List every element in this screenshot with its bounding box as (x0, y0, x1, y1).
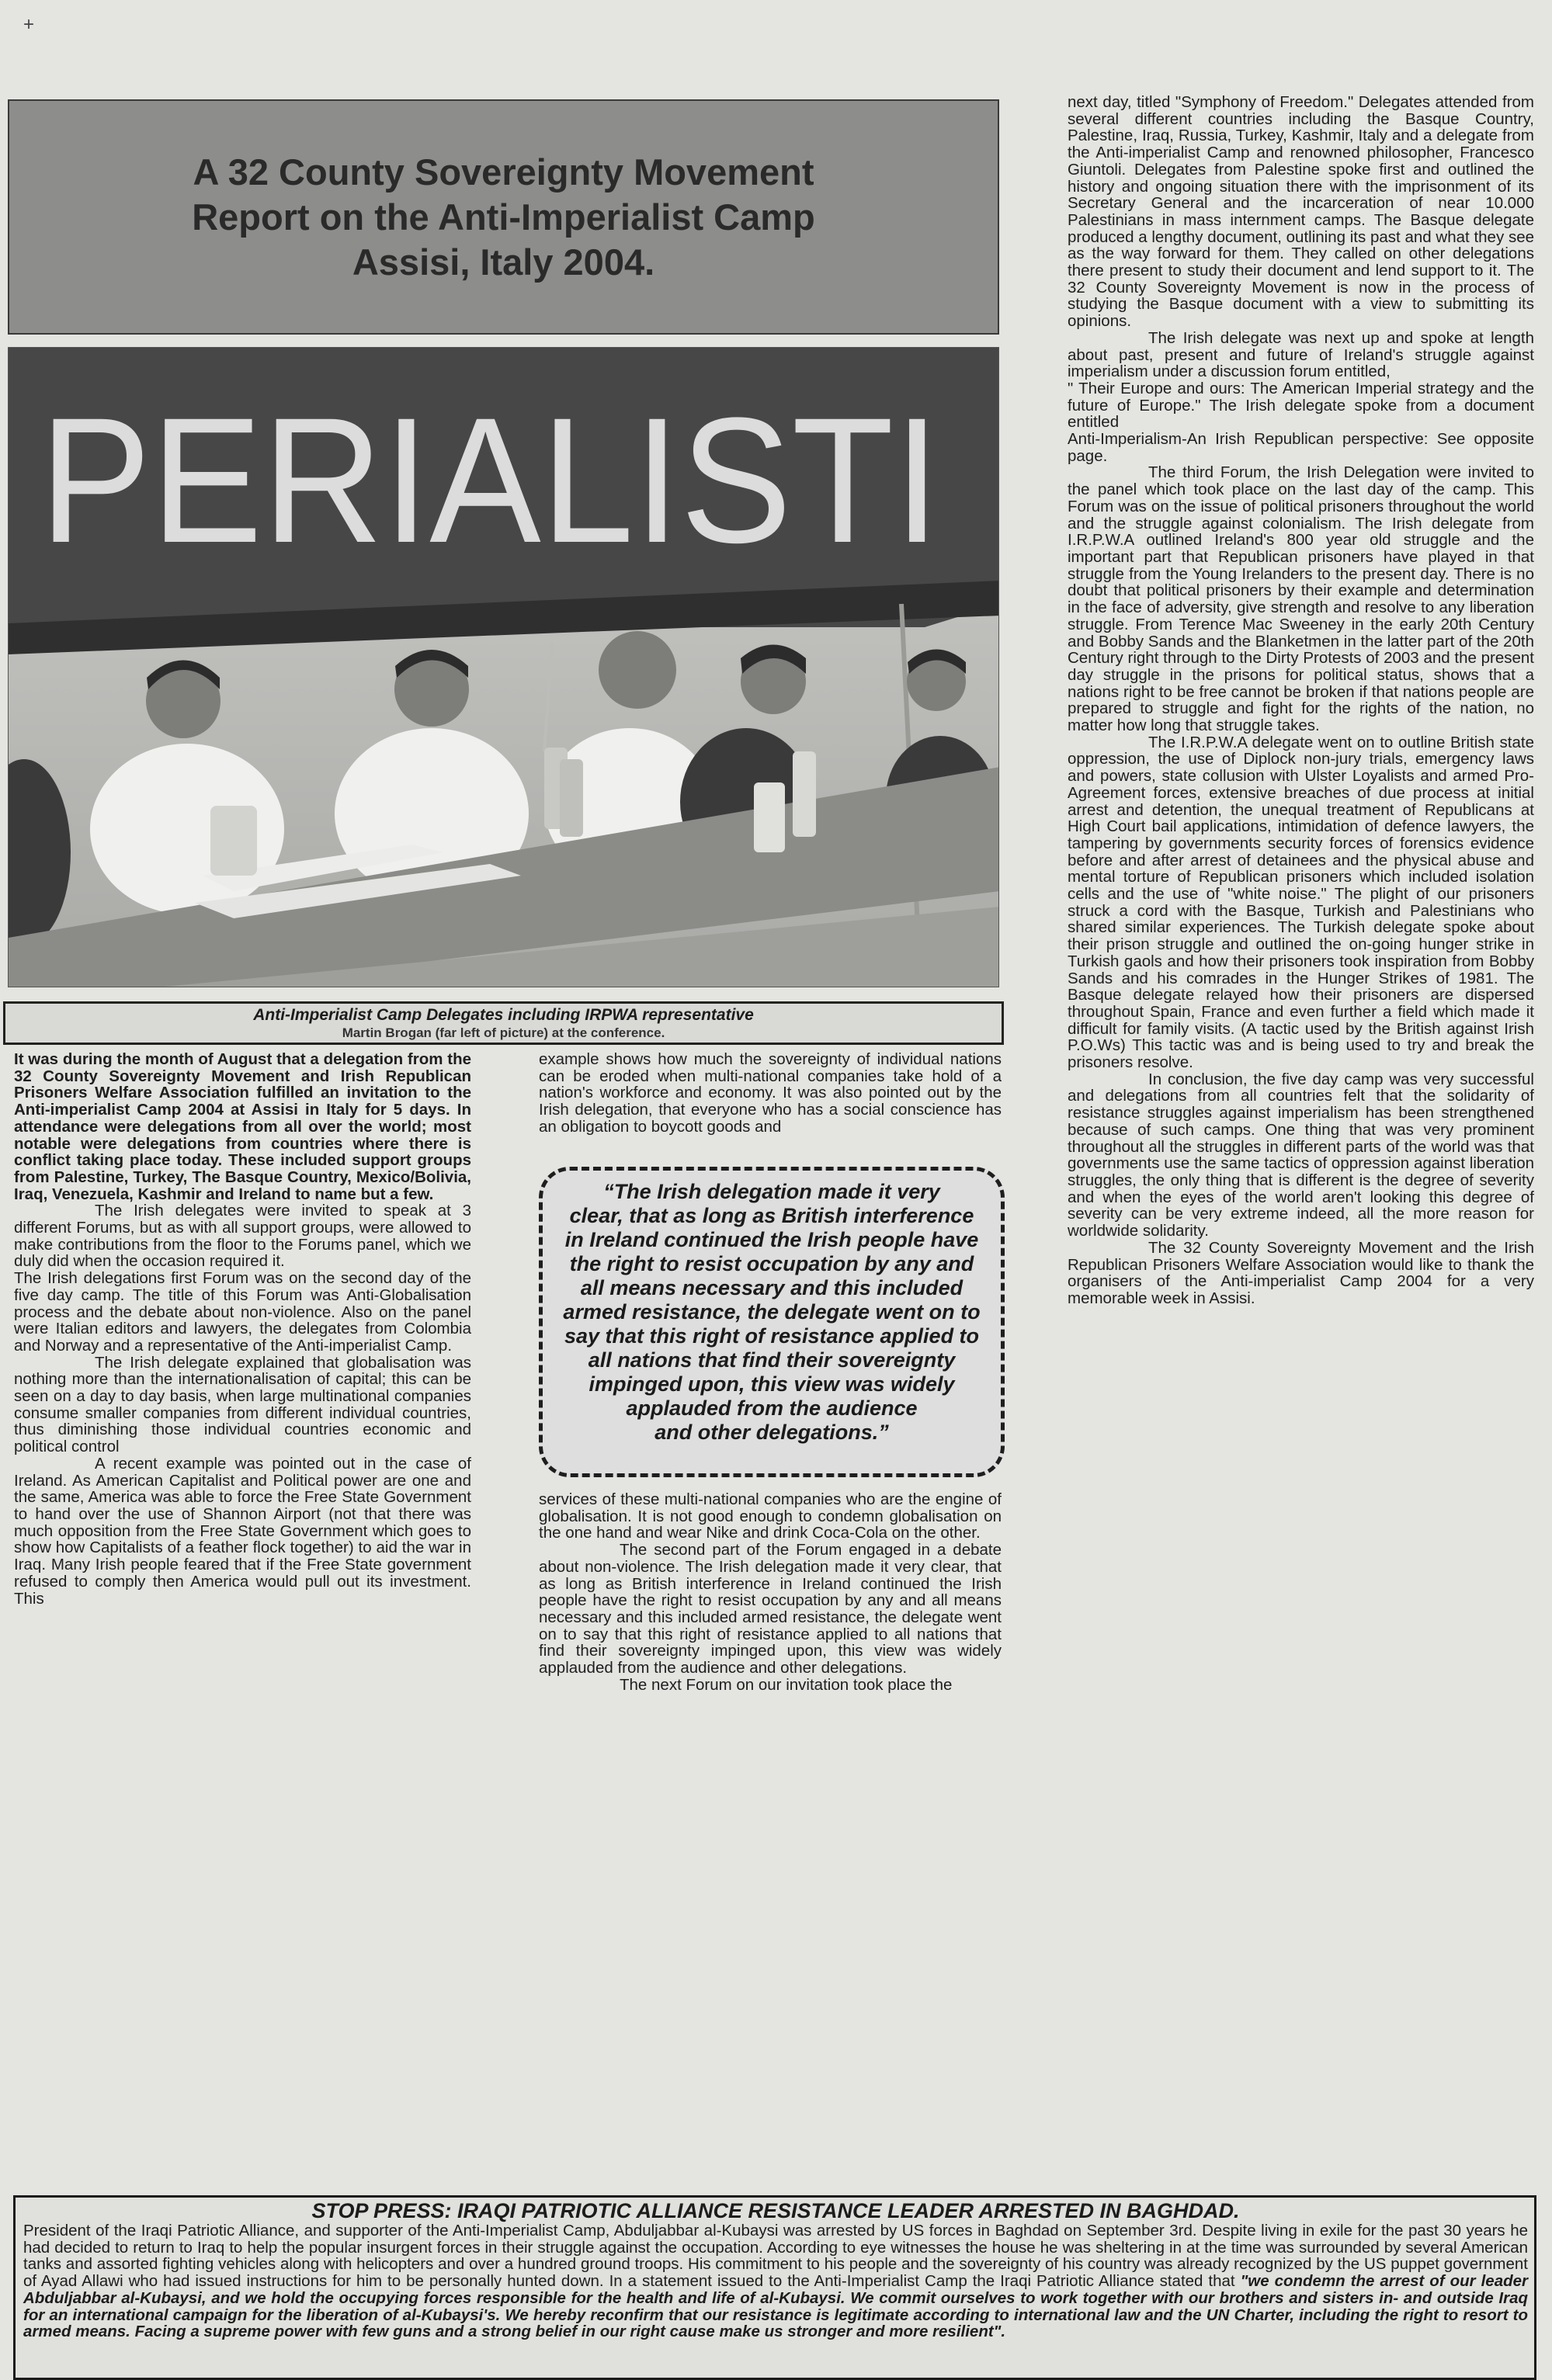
article-paragraph: The Irish delegations first Forum was on the second day of the five day camp. The title of this Forum was Anti-Globalisation process and the debate about non-violence. Also on the panel were Italian editors and lawyers, the delegates from Colombia and Norway and a representative of the Anti-imperialist Camp. (14, 1269, 471, 1355)
article-paragraph: example shows how much the sovereignty of individual nations can be eroded when multi-national companies take hold of a nation's workforce and economy. It was also pointed out by the Irish delegation, that everyone who has a social conscience has an obligation to boycott goods and (539, 1050, 1002, 1136)
caption-line-2: Martin Brogan (far left of picture) at the conference. (342, 1025, 665, 1040)
article-paragraph: The Irish delegates were invited to speak at 3 different Forums, but as with all support groups, were allowed to make contributions from the floor to the Forums panel, which we duly did when the occasion required it. (14, 1202, 471, 1271)
article-paragraph: A recent example was pointed out in the case of Ireland. As American Capitalist and Political power are one and the same, America was able to force the Free State Government to hand over the use of Shannon Airport (not that there was much opposition from the Free State Government which goes to show how Capitalists of a feather flock together) to aid the war in Iraq. Many Irish people feared that if the Free State government refused to comply then America would pull out its investment. This (14, 1454, 471, 1608)
headline-box (8, 99, 999, 335)
article-paragraph: The Irish delegate explained that globalisation was nothing more than the internationalisation of capital; this can be seen on a day to day basis, when large multinational companies consume smaller companies from different individual countries, thus diminishing those individual countries economic and political control (14, 1353, 471, 1456)
article-paragraph: " Their Europe and ours: The American Imperial strategy and the future of Europe." The Irish delegate spoke from a document entitled (1068, 379, 1534, 432)
photo-caption (3, 1001, 1004, 1045)
right-column (1068, 94, 1534, 1307)
middle-column-bottom (539, 1491, 1002, 1693)
stop-press-quote: "we condemn the arrest of our leader Abduljabbar al-Kubaysi, and we hold the occupying forces responsible for the health and life of al-Kubaysi. We commit ourselves to work together with our brothers and sisters in- and outside Iraq for an international campaign for the liberation of al-Kubaysi's. We hereby reconfirm that our resistance is legitimate according to international law and the UN Charter, including the right to resort to armed means. Facing a supreme power with few guns and a strong belief in our right cause make us stronger and more resilient". (23, 2272, 1528, 2341)
pull-quote-box (539, 1167, 1005, 1477)
stop-press-text: President of the Iraqi Patriotic Alliance, and supporter of the Anti-Imperialist Camp, Abduljabbar al-Kubaysi was arrested by US forces in Baghdad on September 3rd. Despite living in exile for the past 30 years he had decided to return to Iraq to help the popular insurgent forces in their struggle against the occupation. According to eye witnesses the house he was sheltering in at the time was surrounded by several American tanks and assorted fighting vehicles along with helicopters and over a hundred ground troops. His commitment to his people and the sovereignty of his country was already recognized by the US puppet government of Ayad Allawi who had issued instructions for him to be personally hunted down. In a statement issued to the Anti-Imperialist Camp the Iraqi Patriotic Alliance stated that (23, 2222, 1528, 2291)
article-paragraph: Anti-Imperialism-An Irish Republican perspective: See opposite page. (1068, 430, 1534, 465)
caption-line-1: Anti-Imperialist Camp Delegates including IRPWA representative (253, 1006, 754, 1024)
pull-quote: “The Irish delegation made it very clear, that as long as British interference in Ireland continued the Irish people have the right to resist occupation by any and all means necessary and this included armed resistance, the delegate went on to say that this right of resistance applied to all nations that find their sovereignty impinged upon, this view was widely applauded from the audience and other delegations.” (563, 1180, 981, 1444)
article-paragraph: The Irish delegate was next up and spoke at length about past, present and future of Ireland's struggle against imperialism under a discussion forum entitled, (1068, 328, 1534, 381)
registration-mark: + (23, 14, 35, 35)
article-paragraph: In conclusion, the five day camp was very successful and delegations from all countries felt that the solidarity of resistance struggles against imperialism has been strengthened because of such camps. One thing that was very prominent throughout all the struggles in different parts of the world was that governments use the same tactics of oppression against liberation struggles, the only thing that is different is the degree of severity and when the eyes of the world aren't looking this degree of severity can be very extreme indeed, all the more reason for worldwide solidarity. (1068, 1070, 1534, 1240)
article-paragraph: The second part of the Forum engaged in a debate about non-violence. The Irish delegation made it very clear, that as long as British interference in Ireland continued the Irish people have the right to resist occupation by any and all means necessary and this included armed resistance, the delegate went on to say that this right of resistance applied to all nations that find their sovereignty impinged upon, this view was widely applauded from the audience and other delegations. (539, 1541, 1002, 1677)
article-paragraph: The I.R.P.W.A delegate went on to outline British state oppression, the use of Diplock non-jury trials, emergency laws and powers, state collusion with Ulster Loyalists and armed Pro-Agreement forces, extensive breaches of due process at initial arrest and detention, the unequal treatment of Republicans at High Court bail applications, intimidation of defence lawyers, the tampering by governments security forces of forensics evidence before and after arrest of detainees and the physical abuse and mental torture of Republican prisoners which included isolation cells and the use of "white noise." The plight of our prisoners struck a cord with the Basque, Turkish and Palestinians who shared similar experiences. The Turkish delegate spoke about their prison struggle and outlined the on-going hunger strike in Turkish gaols and how their prisoners took inspiration from Bobby Sands and his comrades in the Hunger Strikes of 1981. The Basque delegate relayed how their prisoners are dispersed throughout Spain, France and even further a field which made it difficult for family visits. (A tactic used by the British against Irish P.O.Ws) This tactic was and is being used to try and break the prisoners resolve. (1068, 733, 1534, 1072)
article-paragraph: next day, titled "Symphony of Freedom." Delegates attended from several different countries including the Basque Country, Palestine, Iraq, Russia, Turkey, Kashmir, Italy and a delegate from the Anti-imperialist Camp and renowned philosopher, Francesco Giuntoli. Delegates from Palestine spoke first and outlined the history and ongoing situation there with the imprisonment of its Secretary General and the incarceration of near 10.000 Palestinians in mass internment camps. The Basque delegate produced a lengthy document, outlining its past and what they see as the way forward for them. They called on other delegations there present to study their document and lend support to it. The 32 County Sovereignty Movement is now in the process of studying the Basque document with a view to submitting its opinions. (1068, 93, 1534, 331)
article-paragraph: The third Forum, the Irish Delegation were invited to the panel which took place on the last day of the camp. This Forum was on the issue of political prisoners throughout the world and the struggle against colonialism. The Irish delegate from I.R.P.W.A outlined Ireland's 800 year old struggle and the important part that Republican prisoners have played in that struggle from the Young Irelanders to the present day. There is no doubt that political prisoners by their example and determination in the face of adversity, give strength and resolve to any liberation struggle. From Terence Mac Sweeney in the early 20th Century and Bobby Sands and the Blanketmen in the latter part of the 20th Century right through to the Dirty Protests of 2003 and the present day struggle in the prisons for political status, shows that a nations right to be free cannot be broken if that nations people are prepared to struggle and fight for the rights of the nation, no matter how long that struggle takes. (1068, 463, 1534, 735)
delegates-photo (8, 347, 999, 987)
stop-press-body (23, 2222, 1528, 2340)
stop-press-box (13, 2195, 1536, 2380)
banner-text: PERIALISTI (40, 380, 940, 580)
middle-column-top (539, 1051, 1002, 1136)
photo-of-panel-delegates-icon (9, 348, 999, 987)
article-paragraph: The next Forum on our invitation took place the (620, 1675, 953, 1694)
stop-press-title: STOP PRESS: IRAQI PATRIOTIC ALLIANCE RESISTANCE LEADER ARRESTED IN BAGHDAD. (311, 2199, 1240, 2222)
article-paragraph: services of these multi-national companies who are the engine of globalisation. It is not good enough to condemn globalisation on the one hand and wear Nike and drink Coca-Cola on the other. (539, 1490, 1002, 1542)
left-column (14, 1051, 471, 1607)
page-title: A 32 County Sovereignty Movement Report on the Anti-Imperialist Camp Assisi, Italy 2004. (192, 151, 815, 283)
article-paragraph: The 32 County Sovereignty Movement and the Irish Republican Prisoners Welfare Association would like to thank the organisers of the Anti-imperialist Camp 2004 for a very memorable week in Assisi. (1068, 1238, 1534, 1307)
lead-paragraph: It was during the month of August that a delegation from the 32 County Sovereignty Movement and Irish Republican Prisoners Welfare Association fulfilled an invitation to the Anti-imperialist Camp 2004 at Assisi in Italy for 5 days. In attendance were delegations from all over the world; most notable were delegations from countries where there is conflict taking place today. These included support groups from Palestine, Turkey, The Basque Country, Mexico/Bolivia, Iraq, Venezuela, Kashmir and Ireland to name but a few. (14, 1050, 471, 1203)
